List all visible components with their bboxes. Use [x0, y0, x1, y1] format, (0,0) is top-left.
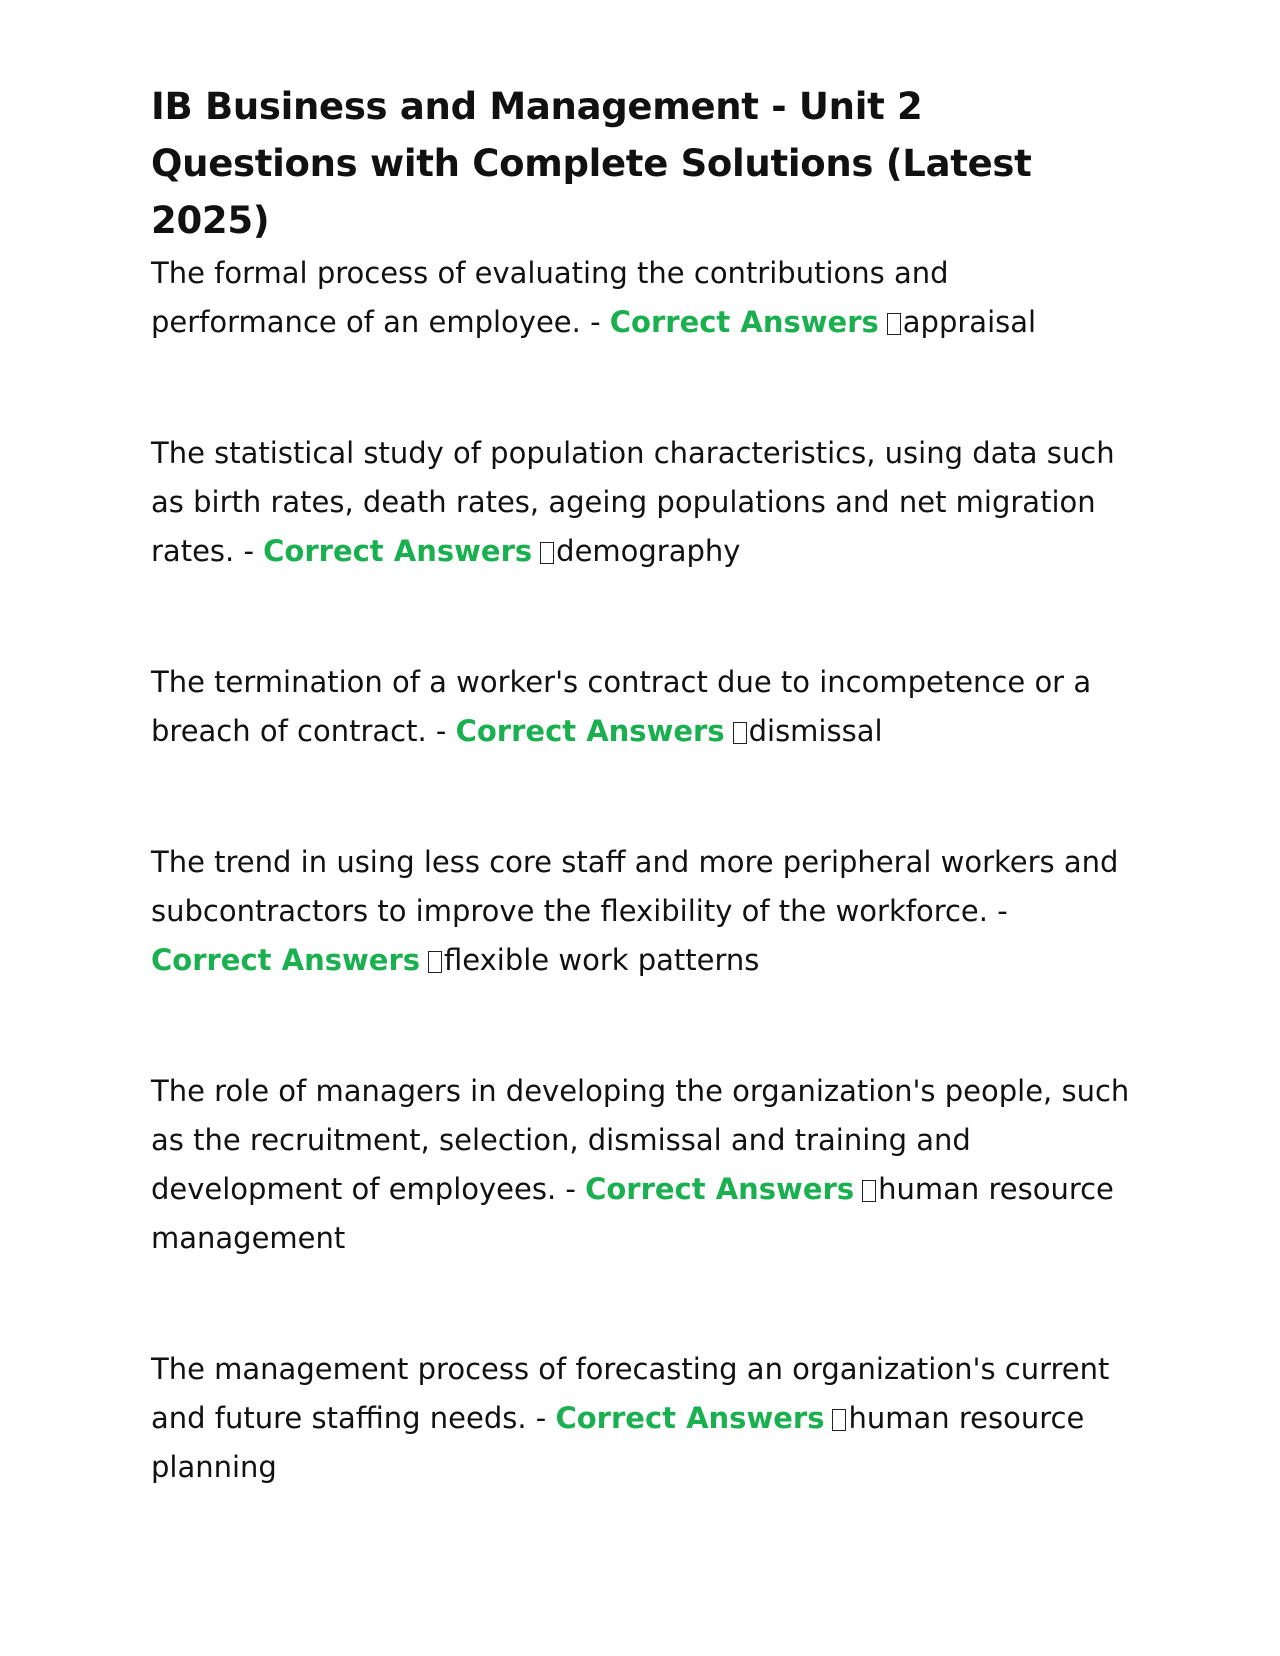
- answer-text: appraisal: [902, 305, 1037, 339]
- missing-glyph-box-icon: [428, 951, 442, 973]
- question-text: The formal process of evaluating the contributions and performance of an employee.: [151, 256, 949, 339]
- answer-text: human resource management: [151, 1172, 1114, 1255]
- qa-item: [151, 249, 1136, 347]
- missing-glyph-box-icon: [862, 1180, 876, 1202]
- qa-item: [151, 838, 1136, 985]
- qa-list: [151, 249, 1136, 1492]
- qa-item: [151, 1345, 1136, 1492]
- separator: -: [234, 534, 264, 568]
- question-text: The management process of forecasting an organization's current and future staffing needs.: [151, 1352, 1110, 1435]
- separator: -: [580, 305, 610, 339]
- correct-answers-label: Correct Answers: [263, 534, 533, 568]
- qa-item: [151, 429, 1136, 576]
- missing-glyph-box-icon: [887, 313, 901, 335]
- qa-item: [151, 1067, 1136, 1263]
- qa-item: [151, 658, 1136, 756]
- answer-text: human resource planning: [151, 1401, 1085, 1484]
- correct-answers-label: Correct Answers: [151, 943, 421, 977]
- question-text: The role of managers in developing the organization's people, such as the recruitment, selection, dismissal and training and development of employees.: [151, 1074, 1130, 1206]
- document-title: IB Business and Management - Unit 2 Questions with Complete Solutions (Latest 2025): [151, 85, 1032, 242]
- correct-answers-label: Correct Answers: [455, 714, 725, 748]
- correct-answers-label: Correct Answers: [585, 1172, 855, 1206]
- separator: -: [526, 1401, 556, 1435]
- separator: -: [426, 714, 456, 748]
- question-text: The termination of a worker's contract due to incompetence or a breach of contract.: [151, 665, 1092, 748]
- separator: -: [556, 1172, 586, 1206]
- missing-glyph-box-icon: [832, 1409, 846, 1431]
- separator: -: [988, 894, 1008, 928]
- answer-text: flexible work patterns: [444, 943, 760, 977]
- question-text: The statistical study of population characteristics, using data such as birth rates, death rates, ageing populations and net migration rates.: [151, 436, 1115, 568]
- correct-answers-label: Correct Answers: [609, 305, 879, 339]
- missing-glyph-box-icon: [733, 722, 747, 744]
- missing-glyph-box-icon: [540, 542, 554, 564]
- answer-text: dismissal: [748, 714, 883, 748]
- answer-text: demography: [556, 534, 741, 568]
- question-text: The trend in using less core staff and more peripheral workers and subcontractors to improve the flexibility of the workforce.: [151, 845, 1119, 928]
- document-content: [151, 78, 1136, 1574]
- correct-answers-label: Correct Answers: [555, 1401, 825, 1435]
